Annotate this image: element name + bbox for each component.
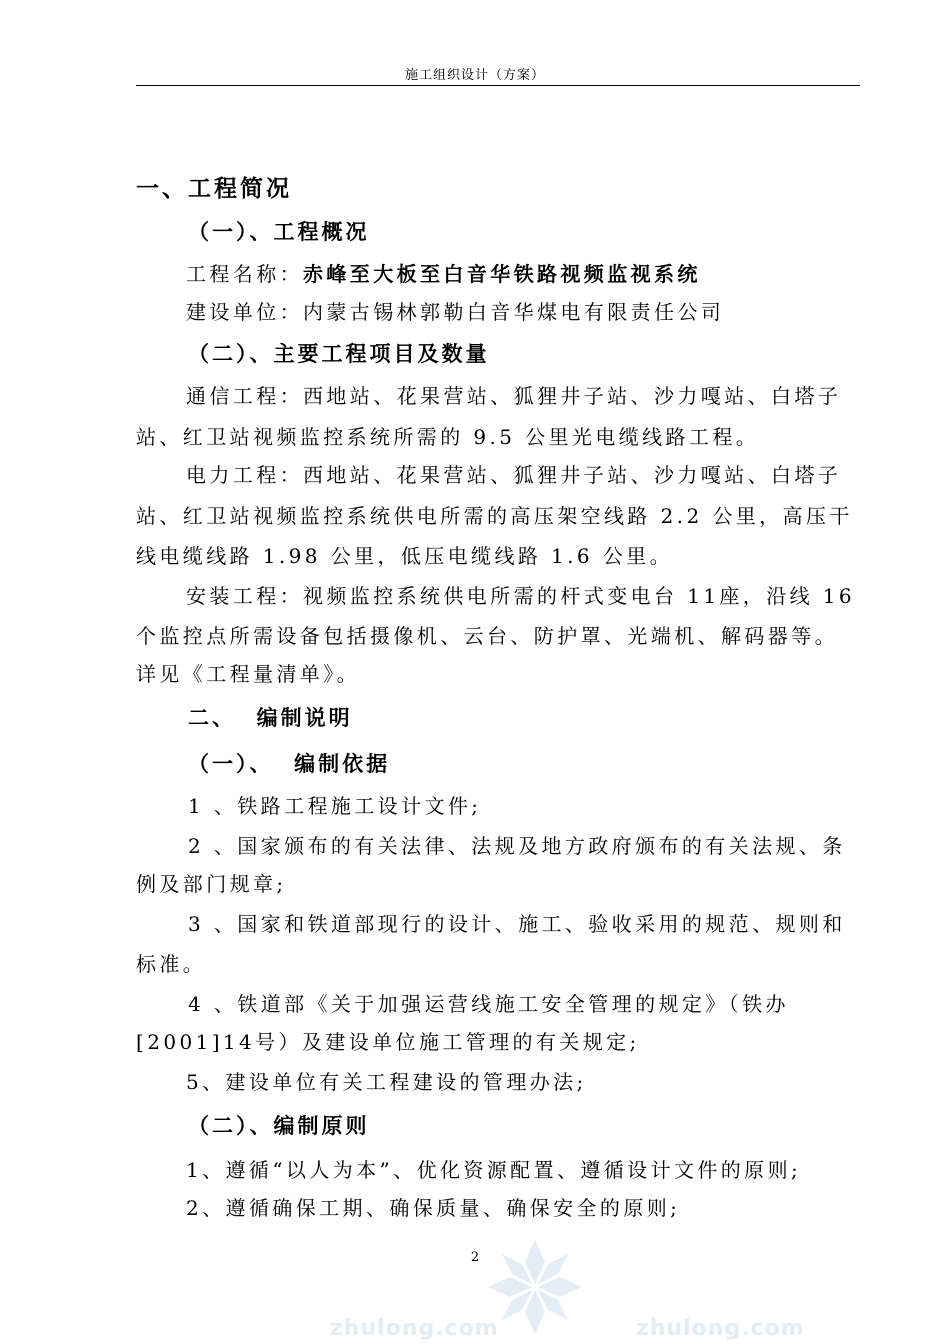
basis-item-3-line-2: 标准。 bbox=[136, 952, 207, 976]
basis-item-5: 5、建设单位有关工程建设的管理办法; bbox=[186, 1070, 587, 1094]
owner-value: 内蒙古锡林郭勒白音华煤电有限责任公司 bbox=[303, 300, 725, 324]
page-number: 2 bbox=[470, 1250, 480, 1265]
principle-item-2: 2、遵循确保工期、确保质量、确保安全的原则; bbox=[186, 1196, 681, 1220]
section1-title: 一、工程简况 bbox=[136, 176, 292, 202]
basis-item-4-line-2: [2001]14号）及建设单位施工管理的有关规定; bbox=[136, 1030, 640, 1054]
section2-sub1-title: （一）、 编制依据 bbox=[188, 752, 391, 776]
basis-item-3-line-1: 3 、国家和铁道部现行的设计、施工、验收采用的规范、规则和 bbox=[188, 912, 846, 936]
watermark-text-left: zhulong.com bbox=[330, 1316, 499, 1341]
comm-line-2: 站、红卫站视频监控系统所需的 9.5 公里光电缆线路工程。 bbox=[136, 425, 760, 449]
basis-item-1: 1 、铁路工程施工设计文件; bbox=[188, 794, 482, 818]
install-line-2: 个监控点所需设备包括摄像机、云台、防护罩、光端机、解码器等。 bbox=[136, 624, 838, 648]
power-line-1: 电力工程：西地站、花果营站、狐狸井子站、沙力嘎站、白塔子 bbox=[186, 463, 842, 487]
header-rule bbox=[136, 85, 860, 86]
project-name-label: 工程名称： bbox=[186, 262, 303, 286]
section1-sub1-title: （一）、工程概况 bbox=[188, 220, 370, 244]
section2-sub2-title: （二）、编制原则 bbox=[188, 1114, 370, 1138]
power-line-3: 线电缆线路 1.98 公里，低压电缆线路 1.6 公里。 bbox=[136, 544, 673, 568]
install-line-1: 安装工程：视频监控系统供电所需的杆式变电台 11座，沿线 16 bbox=[186, 584, 856, 608]
basis-item-2-line-1: 2 、国家颁布的有关法律、法规及地方政府颁布的有关法规、条 bbox=[188, 834, 846, 858]
install-line-3: 详见《工程量清单》。 bbox=[136, 662, 360, 686]
comm-line-1: 通信工程：西地站、花果营站、狐狸井子站、沙力嘎站、白塔子 bbox=[186, 384, 842, 408]
principle-item-1: 1、遵循“以人为本”、优化资源配置、遵循设计文件的原则; bbox=[186, 1158, 802, 1182]
section2-title: 二、 编制说明 bbox=[188, 706, 353, 730]
power-line-2: 站、红卫站视频监控系统供电所需的高压架空线路 2.2 公里，高压干 bbox=[136, 504, 853, 528]
owner-line bbox=[186, 296, 724, 325]
project-name-line bbox=[186, 258, 701, 287]
page-header: 施工组织设计（方案） bbox=[404, 68, 545, 83]
basis-item-2-line-2: 例及部门规章; bbox=[136, 872, 287, 896]
owner-label: 建设单位： bbox=[186, 300, 303, 324]
section1-sub2-title: （二）、主要工程项目及数量 bbox=[188, 342, 490, 366]
basis-item-4-line-1: 4 、铁道部《关于加强运营线施工安全管理的规定》（铁办 bbox=[188, 992, 789, 1016]
watermark-text-right: zhulong.com bbox=[636, 1316, 805, 1341]
project-name-value: 赤峰至大板至白音华铁路视频监视系统 bbox=[303, 262, 701, 286]
